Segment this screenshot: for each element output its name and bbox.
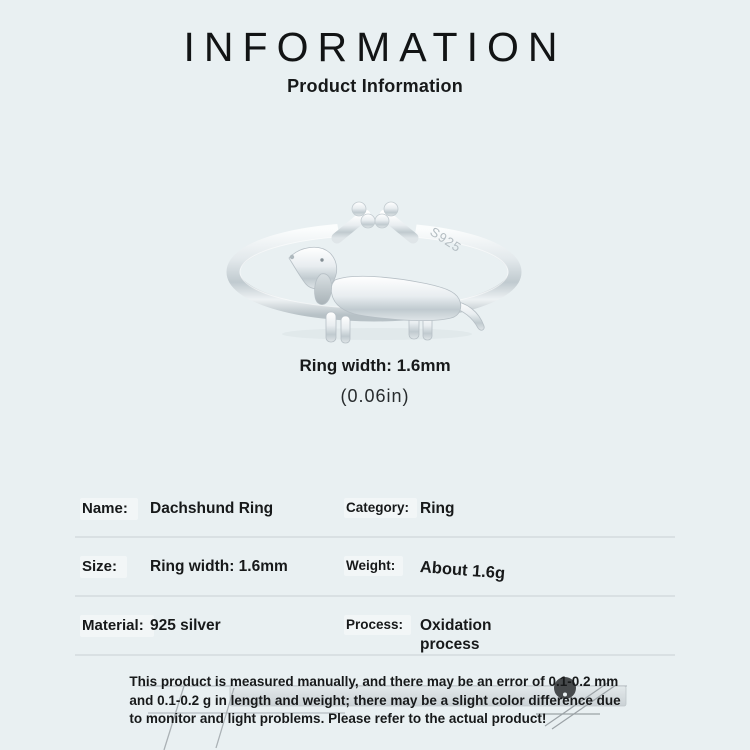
ring-shadow bbox=[282, 328, 472, 340]
spec-row-size-weight bbox=[75, 538, 675, 597]
page-subtitle: Product Information bbox=[287, 76, 463, 96]
engraving-s925: S925 bbox=[427, 223, 465, 256]
dog-ear bbox=[315, 274, 332, 305]
spec-value-process: Oxidation process bbox=[420, 617, 492, 653]
dog-nose bbox=[290, 255, 294, 259]
spec-row-material-process bbox=[75, 597, 675, 656]
spec-value-size: Ring width: 1.6mm bbox=[150, 558, 288, 575]
disclaimer-line-3: to monitor and light problems. Please refer to the actual product! bbox=[129, 711, 547, 726]
disclaimer-line-1: This product is measured manually, and there may be an error of 0.1-0.2 mm bbox=[129, 674, 619, 689]
footer-disclaimer bbox=[0, 673, 750, 729]
spec-label-size: Size: bbox=[82, 558, 150, 595]
spec-value-category: Ring bbox=[420, 500, 455, 517]
spec-value-material: 925 silver bbox=[150, 617, 221, 634]
spec-label-name: Name: bbox=[82, 500, 150, 536]
spec-label-category: Category: bbox=[346, 500, 420, 536]
spec-value-name: Dachshund Ring bbox=[150, 500, 274, 517]
information-header bbox=[0, 24, 750, 97]
spec-label-process: Process: bbox=[346, 617, 420, 654]
ring-photo bbox=[225, 198, 525, 348]
ring-width-inches: (0.06in) bbox=[340, 386, 410, 406]
dog-eye bbox=[320, 258, 323, 261]
dog-front-leg-2 bbox=[341, 316, 350, 343]
disclaimer-text-block bbox=[129, 673, 620, 729]
spec-row-name-category bbox=[75, 490, 675, 538]
dachshund-ring-illustration bbox=[225, 198, 525, 348]
spec-label-weight: Weight: bbox=[346, 558, 420, 595]
page-title: INFORMATION bbox=[183, 24, 567, 70]
ring-width-caption: Ring width: 1.6mm bbox=[299, 356, 451, 375]
spec-table bbox=[75, 490, 675, 656]
spec-label-material: Material: bbox=[82, 617, 150, 654]
spec-value-weight: About 1.6g bbox=[419, 558, 506, 583]
dog-front-leg bbox=[326, 312, 336, 342]
disclaimer-line-2: and 0.1-0.2 g in length and weight; there may be a slight color difference due bbox=[129, 692, 621, 708]
